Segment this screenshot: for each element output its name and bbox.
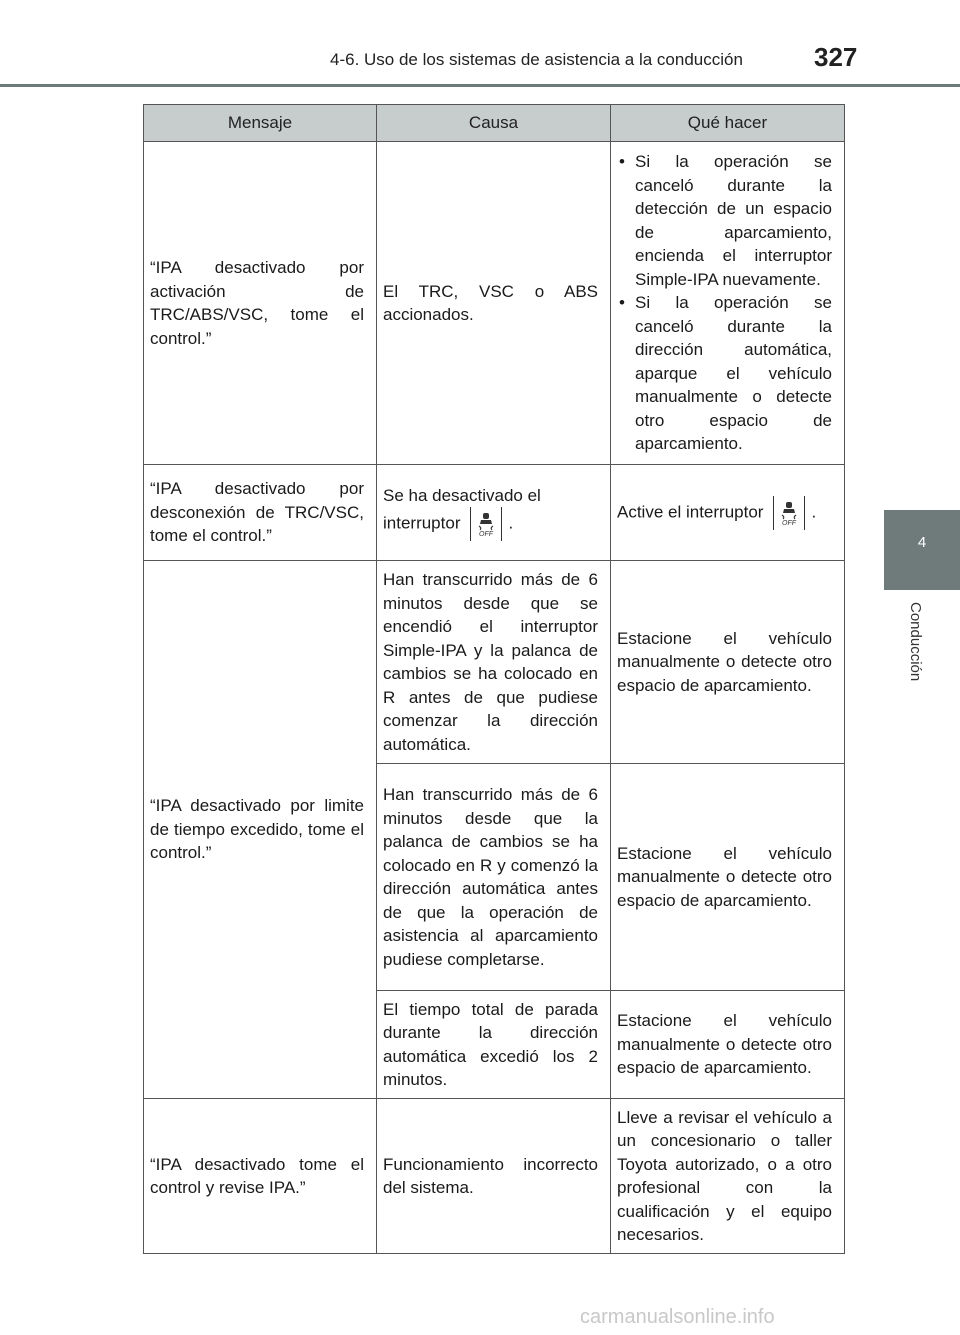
watermark: carmanualsonline.info xyxy=(580,1306,775,1328)
cell-causa xyxy=(377,465,611,561)
table-row xyxy=(144,142,845,465)
message-table xyxy=(143,104,845,1254)
table-row xyxy=(144,561,845,764)
table-header-row xyxy=(144,105,845,142)
chapter-tab xyxy=(884,510,960,590)
cell-que-hacer: Estacione el vehículo manualmente o detecte otro espacio de aparcamiento. xyxy=(611,561,845,764)
cell-mensaje: “IPA desactivado por desconexión de TRC/VSC, tome el control.” xyxy=(144,465,377,561)
chapter-label: Conducción xyxy=(907,602,924,682)
cell-causa: El TRC, VSC o ABS accionados. xyxy=(377,142,611,465)
section-title: 4-6. Uso de los sistemas de asistencia a la conducción xyxy=(330,50,743,69)
cell-que-hacer xyxy=(611,465,845,561)
cell-mensaje: “IPA desactivado por activación de TRC/ABS/VSC, tome el control.” xyxy=(144,142,377,465)
cell-causa: El tiempo total de parada durante la dirección automática excedió los 2 minutos. xyxy=(377,991,611,1099)
svg-text:OFF: OFF xyxy=(782,519,797,527)
cell-causa: Han transcurrido más de 6 minutos desde que se encendió el interruptor Simple-IPA y la palanca de cambios se ha colocado en R antes de que pudiese comenzar la dirección automática. xyxy=(377,561,611,764)
table-row xyxy=(144,465,845,561)
cell-mensaje: “IPA desactivado tome el control y revise IPA.” xyxy=(144,1099,377,1254)
causa-text: Se ha desactivado el interruptor xyxy=(383,485,541,533)
cell-causa: Han transcurrido más de 6 minutos desde que la palanca de cambios se ha colocado en R y comenzó la dirección automática antes de que la operación de asistencia al aparcamiento pudiese completarse. xyxy=(377,764,611,991)
cell-que-hacer: Lleve a revisar el vehículo a un concesionario o taller Toyota autorizado, o a otro profesional con la cualificación y el equipo necesarios. xyxy=(611,1099,845,1254)
cell-que-hacer xyxy=(611,142,845,465)
cell-que-hacer: Estacione el vehículo manualmente o detecte otro espacio de aparcamiento. xyxy=(611,764,845,991)
header-rule xyxy=(0,84,960,87)
list-item: • Si la operación se canceló durante la detección de un espacio de aparcamiento, encienda el interruptor Simple-IPA nuevamente. xyxy=(617,150,832,291)
svg-text:OFF: OFF xyxy=(479,531,494,539)
table-row xyxy=(144,1099,845,1254)
causa-text-end: . xyxy=(508,513,514,533)
cell-que-hacer: Estacione el vehículo manualmente o detecte otro espacio de aparcamiento. xyxy=(611,991,845,1099)
page-header xyxy=(0,0,960,86)
vsc-off-icon xyxy=(470,507,502,541)
column-header-que-hacer: Qué hacer xyxy=(611,105,845,142)
chapter-number: 4 xyxy=(917,534,927,551)
action-text: Active el interruptor xyxy=(617,501,764,521)
action-text-end: . xyxy=(811,501,817,521)
action-list xyxy=(617,150,832,456)
cell-causa: Funcionamiento incorrecto del sistema. xyxy=(377,1099,611,1254)
page-number: 327 xyxy=(814,42,858,72)
list-item: • Si la operación se canceló durante la dirección automática, aparque el vehículo manualmente o detecte otro espacio de aparcamiento. xyxy=(617,291,832,456)
vsc-off-icon xyxy=(773,496,805,530)
cell-mensaje: “IPA desactivado por limite de tiempo excedido, tome el control.” xyxy=(144,561,377,1099)
column-header-causa: Causa xyxy=(377,105,611,142)
column-header-mensaje: Mensaje xyxy=(144,105,377,142)
